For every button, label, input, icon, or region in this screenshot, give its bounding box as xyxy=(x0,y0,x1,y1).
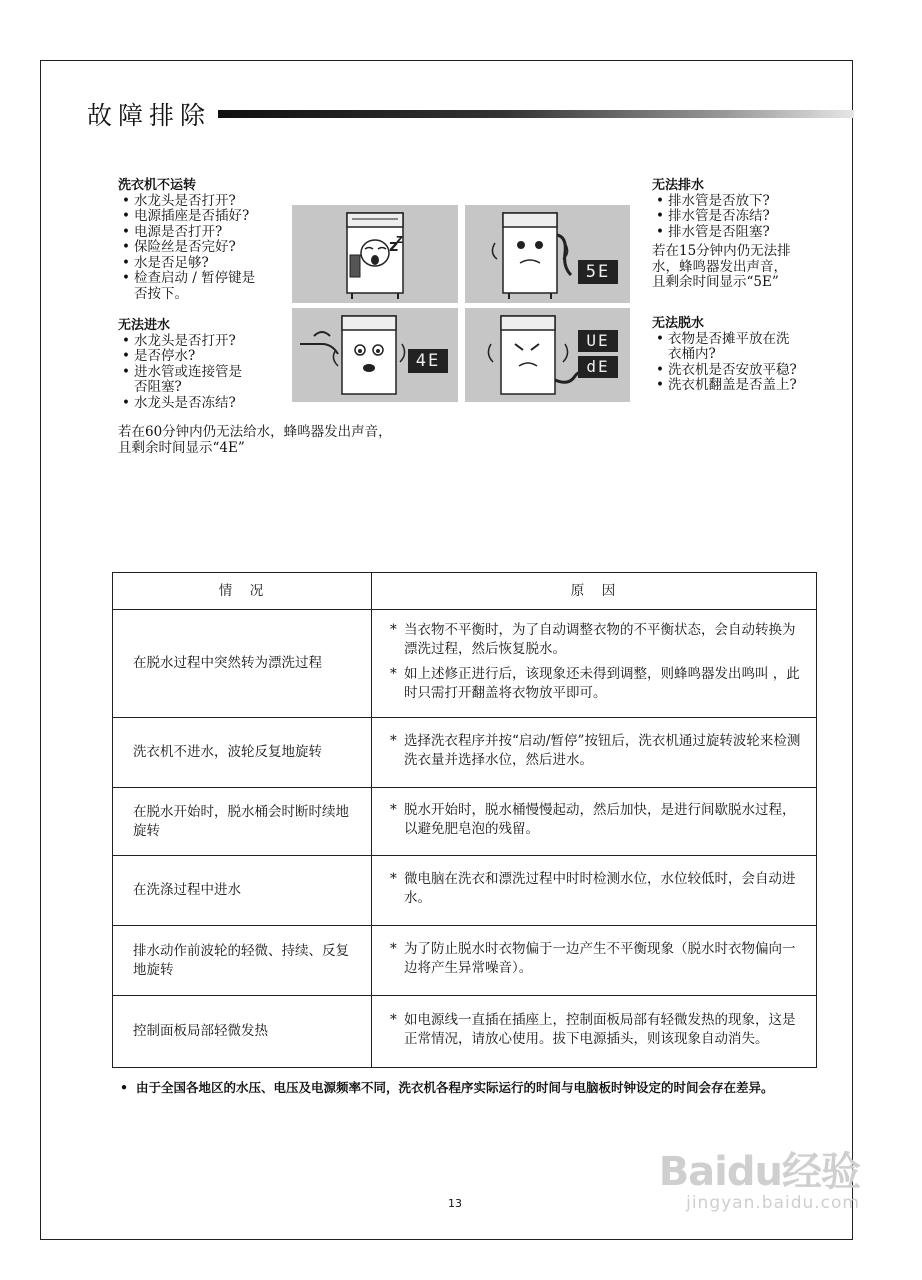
checklist-item: • 洗衣机翻盖是否盖上? xyxy=(652,378,827,394)
asterisk-icon: * xyxy=(390,802,397,818)
section-heading: 无法进水 xyxy=(118,318,171,333)
washer-drain-icon xyxy=(465,205,630,303)
washer-spin-icon xyxy=(465,308,630,402)
cause-text: 微电脑在洗衣和漂洗过程中时时检测水位，水位较低时，会自动进水。 xyxy=(404,871,796,906)
cause-cell xyxy=(372,718,817,788)
cause-text: 脱水开始时，脱水桶慢慢起动，然后加快，是进行间歇脱水过程，以避免肥皂泡的残留。 xyxy=(404,802,796,837)
table-row xyxy=(113,996,817,1068)
checklist-item: • 是否停水? xyxy=(118,349,318,365)
checklist-item: • 水龙头是否打开? xyxy=(118,194,288,210)
cause-text: 当衣物不平衡时，为了自动调整衣物的不平衡状态，会自动转换为漂洗过程，然后恢复脱水。 xyxy=(404,622,796,657)
cause-text: 选择洗衣程序并按“启动/暂停”按钮后，洗衣机通过旋转波轮来检测洗衣量并选择水位，然后进水。 xyxy=(404,733,801,768)
inlet-error-display: 4E xyxy=(408,349,448,373)
bullet-icon: • xyxy=(120,1080,128,1095)
cause-text: 为了防止脱水时衣物偏于一边产生不平衡现象（脱水时衣物偏向一边将产生异常噪音）。 xyxy=(404,941,796,976)
checklist-item: • 电源插座是否插好? xyxy=(118,209,288,225)
cause-cell xyxy=(372,996,817,1068)
asterisk-icon: * xyxy=(390,1012,397,1028)
title-rule xyxy=(218,110,854,118)
checklist-item: • 排水管是否冻结? xyxy=(652,209,822,225)
checklist xyxy=(118,334,318,412)
asterisk-icon: * xyxy=(390,941,397,957)
cause-item xyxy=(390,621,802,659)
asterisk-icon: * xyxy=(390,871,397,887)
asterisk-icon: * xyxy=(390,733,397,749)
header-situation: 情 况 xyxy=(113,573,372,610)
checklist-item: • 检查启动 / 暂停键是 否按下。 xyxy=(118,271,288,302)
spin-error-display-2: dE xyxy=(578,356,618,378)
cause-item xyxy=(390,940,802,978)
checklist-item: • 进水管或连接管是 否阻塞? xyxy=(118,365,318,396)
checklist-item: • 水是否足够? xyxy=(118,256,288,272)
cause-item xyxy=(390,665,802,703)
section-heading: 洗衣机不运转 xyxy=(118,178,197,193)
svg-text:z: z xyxy=(389,236,399,255)
cause-cell xyxy=(372,788,817,856)
section-heading: 无法脱水 xyxy=(652,316,705,331)
checklist-item: • 水龙头是否打开? xyxy=(118,334,318,350)
cause-cell xyxy=(372,856,817,926)
page-title: 故障排除 xyxy=(87,101,212,130)
watermark xyxy=(659,1140,860,1213)
checklist xyxy=(118,194,288,303)
checklist-item: • 水龙头是否冻结? xyxy=(118,396,318,412)
checklist-item: • 排水管是否放下? xyxy=(652,194,822,210)
cause-item xyxy=(390,801,802,839)
cause-item xyxy=(390,732,802,770)
illustration-sleeping-washer xyxy=(292,205,458,303)
cause-text: 如上述修正进行后，该现象还未得到调整，则蜂鸣器发出鸣叫 ，此时只需打开翻盖将衣物放平即可。 xyxy=(404,666,800,701)
checklist-item: • 保险丝是否完好? xyxy=(118,240,288,256)
situation-cell: 控制面板局部轻微发热 xyxy=(113,996,372,1068)
table-row xyxy=(113,718,817,788)
cause-cell xyxy=(372,926,817,996)
illustration-spin-error xyxy=(465,308,630,402)
table-body xyxy=(113,610,817,1068)
section-no-drain xyxy=(652,178,822,291)
checklist-item: • 电源是否打开? xyxy=(118,225,288,241)
section-no-inlet xyxy=(118,318,392,456)
situation-cell: 在洗涤过程中进水 xyxy=(113,856,372,926)
washer-sleeping-icon xyxy=(292,205,458,303)
table-row xyxy=(113,856,817,926)
table-row xyxy=(113,788,817,856)
cause-item xyxy=(390,1011,802,1049)
section-no-spin xyxy=(652,316,827,394)
checklist-item: • 衣物是否摊平放在洗 衣桶内? xyxy=(652,332,827,363)
table-row xyxy=(113,610,817,718)
section-note: 若在60分钟内仍无法给水，蜂鸣器发出声音， 且剩余时间显示“4E” xyxy=(118,424,392,456)
cause-cell xyxy=(372,610,817,718)
illustration-inlet-error xyxy=(292,308,458,402)
footnote-text: 由于全国各地区的水压、电压及电源频率不同，洗衣机各程序实际运行的时间与电脑板时钟设定的时间会存在差异。 xyxy=(136,1080,774,1095)
situation-cell: 在脱水开始时，脱水桶会时断时续地旋转 xyxy=(113,788,372,856)
watermark-logo: Baidu经验 xyxy=(658,1149,860,1195)
header-cause: 原 因 xyxy=(372,573,817,610)
section-heading: 无法排水 xyxy=(652,178,705,193)
watermark-url: jingyan.baidu.com xyxy=(686,1193,860,1213)
table-row xyxy=(113,926,817,996)
svg-text:z: z xyxy=(396,232,403,246)
situation-cell: 在脱水过程中突然转为漂洗过程 xyxy=(113,610,372,718)
situation-cell: 排水动作前波轮的轻微、持续、反复地旋转 xyxy=(113,926,372,996)
page-number: 13 xyxy=(448,1197,462,1210)
asterisk-icon: * xyxy=(390,666,397,682)
section-not-running xyxy=(118,178,288,302)
cause-text: 如电源线一直插在插座上，控制面板局部有轻微发热的现象，这是正常情况，请放心使用。拔下电源插头，则该现象自动消失。 xyxy=(404,1012,796,1047)
checklist-item: • 洗衣机是否安放平稳? xyxy=(652,363,827,379)
asterisk-icon: * xyxy=(390,622,397,638)
section-note: 若在15分钟内仍无法排 水，蜂鸣器发出声音， 且剩余时间显示“5E” xyxy=(652,243,791,290)
spin-error-display-1: UE xyxy=(578,330,618,352)
drain-error-display: 5E xyxy=(578,260,618,284)
cause-item xyxy=(390,870,802,908)
checklist xyxy=(652,194,822,241)
fault-table xyxy=(112,572,817,1068)
checklist-item: • 排水管是否阻塞? xyxy=(652,225,822,241)
situation-cell: 洗衣机不进水，波轮反复地旋转 xyxy=(113,718,372,788)
footnote xyxy=(120,1078,820,1097)
table-header-row xyxy=(113,573,817,610)
checklist xyxy=(652,332,827,394)
illustration-drain-error xyxy=(465,205,630,303)
